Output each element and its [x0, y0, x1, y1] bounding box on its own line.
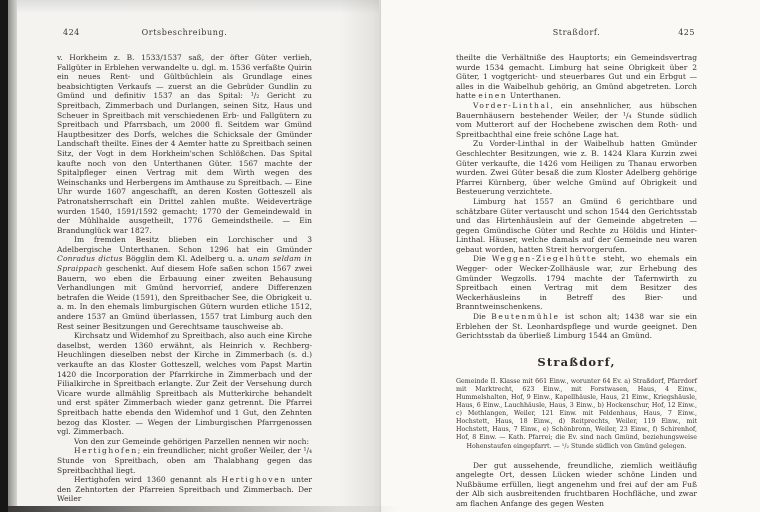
paragraph-ort-beschreibung: Der gut aussehende, freundliche, ziemlich weitläufig angelegte Ort, dessen Lücken wieder schöne Linden und Nußbäume erfüllen, liegt angenehm und frei auf der am Fuß der Alb sich ausbreitenden fruchtbaren Hochfläche, und zwar am flachen Anfange des gegen Westen	[456, 460, 697, 509]
right-page-body	[456, 53, 697, 341]
paragraph-spital-history: v. Horkheim z. B. 1533/1537 saß, der öfter Güter verlieh, Fallgüter in Erblehen verwandelte u. dgl. m. 1536 verfaßte Quirin ein neues Rent- und Gültbüchlein als Grundlage eines beabsichtigten Verkaufs — zuerst an die Gebrüder Gundlin zu Gmünd und definitiv 1537 an das Spital: ¹/₂ Gericht zu Spreitbach, Zimmerbach und Durlangen, seinen Sitz, Haus und Scheuer in Spreitbach mit verschiedenen Erb- und Fallgütern zu Spreitbach und Pfarrsbach, um 2000 fl. Seitdem war Gmünd Hauptbesitzer des Dorfs, welches die Schicksale der Gmünder Landschaft theilte. Eines der 4 Aemter hatte zu Spreitbach seinen Sitz, der Vogt in dem Horkheim'schen Schlößchen. Das Spital kaufte noch von den Unterthanen Güter. 1567 machte der Spitalpfleger einen Vertrag mit dem Wirth wegen des Weinschanks und Herbergens im Amthause zu Spreitbach. — Eine Uhr wurde 1607 angeschafft, an deren Kosten Gotteszell als Patronatsherrschaft ein Drittel zahlen mußte. Weideverträge wurden 1540, 1591/1592 gemacht; 1770 der Gemeindewald in der Mühlhalde ausgetheilt, 1776 Gemeindstheile. — Ein Brandunglück war 1827.	[57, 53, 312, 235]
paragraph-vorder-linthal	[456, 101, 697, 139]
latin-phrase: Conradus dictus	[57, 254, 123, 264]
left-page-body	[57, 53, 312, 504]
paragraph-text: unter den Zehntorten der Pfarreien Spreitbach und Zimmerbach. Der Weiler	[57, 475, 312, 504]
paragraph-hertighofen	[57, 446, 312, 475]
paragraph-text: Hertighofen wird 1360 genannt als	[74, 475, 222, 485]
paragraph-kirchsatz: Kirchsatz und Widemhof zu Spreitbach, also auch eine Kirche daselbst, werden 1360 erwähnt, als Heinrich v. Rechberg-Heuchlingen dieselben nebst der Kirche in Zimmerbach (s. d.) verkaufte an das Kloster Gotteszell, welches vom Papst Martin 1420 die Incorporation der Pfarrkirche in Zimmerbach und der Filialkirche in Spreitbach erlangte. Zur Zeit der Versehung durch Vicare wurde allmählig Spreitbach als Mutterkirche behandelt und erst später Zimmerbach wieder ganz getrennt. Die Pfarrei Spreitbach hatte ebenda den Widemhof und 1 Gut, den Zehnten bezog das Kloster. — Wegen der Limburgischen Pfarrgenossen vgl. Zimmerbach.	[57, 331, 312, 437]
right-page-number: 425	[678, 28, 695, 37]
place-name-spaced: Hertighoven	[221, 475, 287, 485]
book-gutter-line	[380, 0, 381, 512]
paragraph-text: geschenkt. Auf diesem Hofe saßen schon 1567 zwei Bauern, wo eben die Erbauung einer zweiten Behausung Verhandlungen mit Gmünd hervorrief, andere Differenzen betrafen die Weide (1591), den Spreitbacher See, die Obrigkeit u. a. m. In den ehemals limburgischen Gütern wurden etliche 1512, andere 1537 an Gmünd überlassen, 1557 trat Limburg auch den Rest seiner Besitzungen und Gerechtsame tauschweise ab.	[57, 264, 312, 331]
gemeinde-statistics-note: Gemeinde II. Klasse mit 661 Einw., worunter 64 Ev. a) Straßdorf, Pfarrdorf mit Marktrecht, 623 Einw., mit Forstwasen, Haus, 4 Einw., Hummelshalten, Hof, 9 Einw., Kapellhäusle, Haus, 21 Einw., Kriegshäusle, Haus, 6 Einw., Lauchhäusle, Haus, 3 Einw., b) Hockenschur, Hof, 12 Einw., c) Methlangen, Weiler, 121 Einw. mit Feldenhaus, Haus, 7 Einw., Hochstett, Haus, 18 Einw., d) Reitprechts, Weiler, 119 Einw., mit Hochstett, Haus, 7 Einw., e) Schönbronn, Weiler, 23 Einw., f) Schirenhof, Hof, 8 Einw. — Kath. Pfarrei; die Ev. sind nach Gmünd, beziehungsweise Hohenstaufen eingepfarrt. — ¹/₂ Stunde südlich von Gmünd gelegen.	[456, 377, 697, 450]
book-gutter-shadow	[340, 0, 380, 512]
place-name-spaced: Weggen-Ziegelhütte	[491, 254, 598, 264]
right-running-title: Straßdorf.	[552, 28, 601, 37]
paragraph-fremder-besitz	[57, 235, 312, 331]
place-name-spaced: Hertighofen	[74, 446, 138, 456]
paragraph-text: , ein ansehnlicher, aus hübschen Bauernhäusern bestehender Weiler, der ¹/₄ Stunde südlich vom Mutterort auf der Hochebene zwischen dem Roth- und Spreitbachthal eine freie schöne Lage hat.	[456, 100, 697, 139]
book-edge-shadow	[0, 0, 8, 512]
paragraph-hertighofen-history	[57, 475, 312, 504]
page-edge-highlight	[8, 0, 17, 512]
paragraph-text: ist schon alt; 1438 war sie ein Erblehen der St. Leonhardspflege und wurde geeignet. Den Gerichtsstab da überließ Limburg 1544 an Gmünd.	[456, 312, 697, 341]
top-scan-shadow	[17, 0, 379, 14]
paragraph-text: Im fremden Besitz blieben ein Lorchischer und 3 Adelbergische Unterthanen. Schon 1296 hat ein Gmünder	[57, 235, 312, 254]
right-page-column	[456, 28, 697, 509]
paragraph-text: theilte die Verhältniße des Hauptorts; ein Gemeindsvertrag wurde 1534 gemacht. Limburg hat seine Obrigkeit über 2 Güter, 1 vogtgericht- und steuerbares Gut und ein Erbgut — alles in die Waibelhub gehörig, an Gmünd abgetreten. Lorch hatte	[456, 53, 697, 101]
place-name-spaced: Vorder-Linthal	[473, 100, 551, 110]
paragraph-waibelhub: Zu Vorder-Linthal in der Waibelhub hatten Gmünder Geschlechter Besitzungen, wie z. B. 1424 Klara Kurzin zwei Güter verkaufte, die 1426 vom Heiligen zu Thanau erworben wurden. Zwei Güter besaß die zum Kloster Adelberg gehörige Pfarrei Kürnberg, über welche Gmünd auf Obrigkeit und Besteuerung verzichtete.	[456, 139, 697, 197]
paragraph-text: Unterthanen.	[507, 91, 561, 101]
paragraph-text: Die	[473, 312, 492, 322]
left-page-number: 424	[63, 28, 80, 37]
paragraph-ziegelhuette	[456, 254, 697, 312]
left-page-header	[57, 28, 312, 40]
emphasized-word: einen	[478, 91, 508, 101]
paragraph-hauptort	[456, 53, 697, 101]
paragraph-text: steht, wo ehemals ein Wegger- oder Wecker-Zollhäusle war, zur Erhebung des Gmünder Wegzolls. 1794 machte der Tafernwirth zu Spreitbach einen Vertrag mit dem Besitzer des Weckerhäusleins in Betreff des Bier- und Branntweinschenkens.	[456, 254, 698, 312]
paragraph-beutenmuehle	[456, 312, 697, 341]
place-name-spaced: Beutenmühle	[491, 312, 560, 322]
left-page-column	[57, 28, 312, 504]
paragraph-text: Bögglin dem Kl. Adelberg u. a.	[122, 254, 248, 264]
paragraph-limburg: Limburg hat 1557 an Gmünd 6 gerichtbare und schätzbare Güter vertauscht und schon 1544 den Gerichtsstab und das Hirtenhäuslein auf der Gemeinde abgetreten — gegen Gmündische Güter und Rechte zu Höldis und Hinter-Linthal. Häuser, welche damals auf der Gemeinde neu waren gebaut worden, hatten Streit hervorgerufen.	[456, 196, 697, 254]
section-heading-strassdorf: Straßdorf,	[537, 354, 616, 369]
left-running-title: Ortsbeschreibung.	[141, 28, 228, 37]
paragraph-text: ; ein freundlicher, nicht großer Weiler, der ¹/₄ Stunde von Spreitbach, oben am Thalabhang gegen das Spreitbachthal liegt.	[57, 446, 312, 475]
right-page-header	[456, 28, 697, 40]
latin-phrase: unam seldam in Spraippach	[57, 254, 312, 274]
paragraph-parzellen-intro: Von den zur Gemeinde gehörigen Parzellen nennen wir noch:	[74, 436, 309, 446]
paragraph-text: Die	[473, 254, 492, 264]
strassdorf-description	[456, 461, 697, 509]
